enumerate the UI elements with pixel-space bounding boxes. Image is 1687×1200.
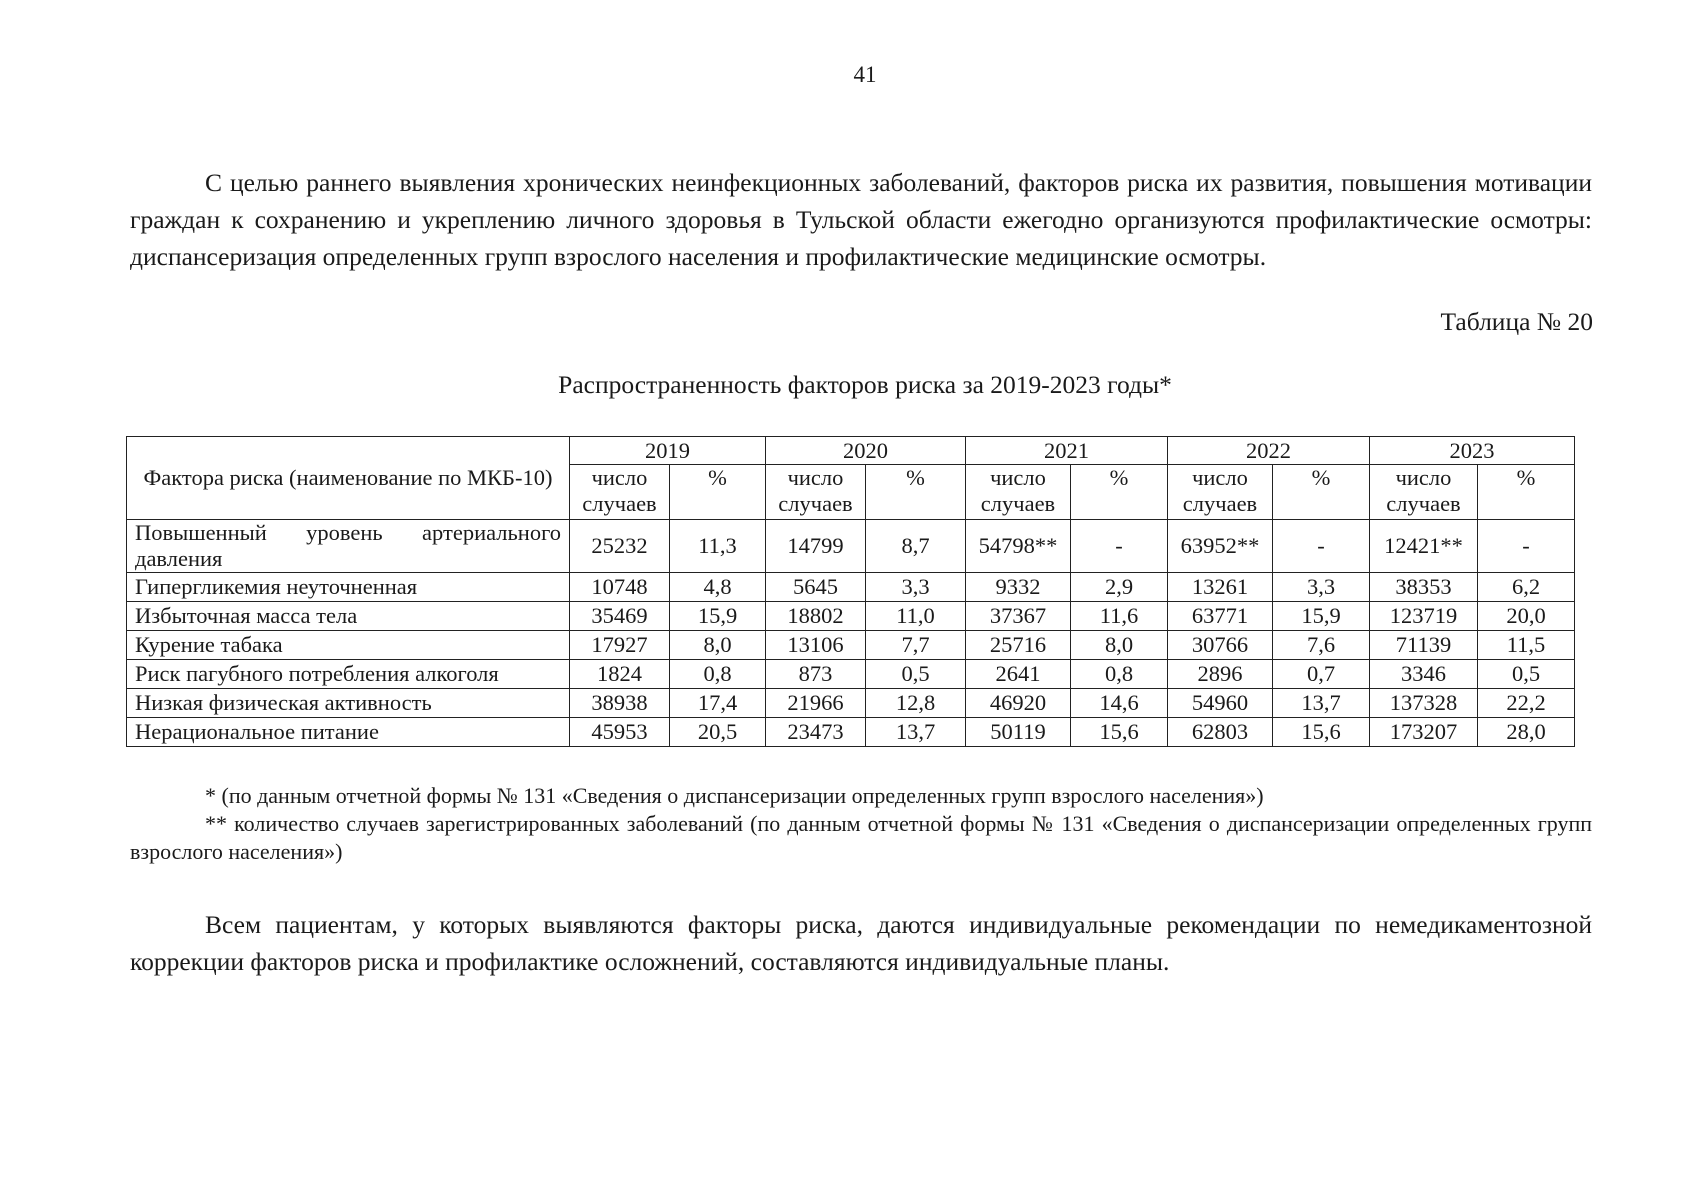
percent-cell: 2,9 xyxy=(1071,573,1168,602)
table-row xyxy=(127,520,1575,573)
risk-factor-name: Низкая физическая активность xyxy=(127,689,570,718)
table-row xyxy=(127,689,1575,718)
table-row xyxy=(127,631,1575,660)
percent-cell: 6,2 xyxy=(1478,573,1575,602)
table-row xyxy=(127,573,1575,602)
percent-cell: 0,7 xyxy=(1273,660,1370,689)
footnote-registered-cases: ** количество случаев зарегистрированных заболеваний (по данным отчетной формы № 131 «Сведения о диспансеризации определенных групп взрослого населения») xyxy=(130,811,1592,864)
percent-cell: 0,8 xyxy=(670,660,766,689)
case-count-cell: 10748 xyxy=(570,573,670,602)
closing-paragraph: Всем пациентам, у которых выявляются факторы риска, даются индивидуальные рекомендации по немедикаментозной коррекции факторов риска и профилактике осложнений, составляются индивидуальные планы. xyxy=(130,910,1592,976)
risk-factor-name: Гипергликемия неуточненная xyxy=(127,573,570,602)
case-count-cell: 21966 xyxy=(766,689,866,718)
case-count-cell: 12421** xyxy=(1370,520,1478,573)
percent-cell: 0,5 xyxy=(866,660,966,689)
percent-cell: 11,6 xyxy=(1071,602,1168,631)
percent-subheader: % xyxy=(866,465,966,520)
count-subheader: число случаев xyxy=(1168,465,1273,520)
case-count-cell: 13106 xyxy=(766,631,866,660)
risk-factor-name: Курение табака xyxy=(127,631,570,660)
percent-subheader: % xyxy=(1273,465,1370,520)
percent-cell: 15,6 xyxy=(1273,718,1370,747)
year-header: 2022 xyxy=(1168,437,1370,465)
risk-factor-name: Повышенный уровень артериального давления xyxy=(127,520,570,573)
percent-cell: 15,6 xyxy=(1071,718,1168,747)
percent-cell: 3,3 xyxy=(1273,573,1370,602)
case-count-cell: 1824 xyxy=(570,660,670,689)
percent-cell: 11,5 xyxy=(1478,631,1575,660)
case-count-cell: 17927 xyxy=(570,631,670,660)
percent-cell: - xyxy=(1273,520,1370,573)
count-subheader: число случаев xyxy=(966,465,1071,520)
percent-cell: 8,0 xyxy=(670,631,766,660)
percent-cell: 7,6 xyxy=(1273,631,1370,660)
percent-cell: 22,2 xyxy=(1478,689,1575,718)
page-number: 41 xyxy=(853,62,877,87)
percent-cell: - xyxy=(1478,520,1575,573)
count-subheader: число случаев xyxy=(1370,465,1478,520)
percent-cell: 17,4 xyxy=(670,689,766,718)
case-count-cell: 25232 xyxy=(570,520,670,573)
risk-factor-name: Избыточная масса тела xyxy=(127,602,570,631)
percent-cell: 20,5 xyxy=(670,718,766,747)
percent-cell: 13,7 xyxy=(866,718,966,747)
percent-subheader: % xyxy=(1478,465,1575,520)
percent-cell: 12,8 xyxy=(866,689,966,718)
case-count-cell: 30766 xyxy=(1168,631,1273,660)
percent-cell: 15,9 xyxy=(670,602,766,631)
year-header: 2020 xyxy=(766,437,966,465)
case-count-cell: 38353 xyxy=(1370,573,1478,602)
percent-cell: 14,6 xyxy=(1071,689,1168,718)
case-count-cell: 5645 xyxy=(766,573,866,602)
case-count-cell: 54960 xyxy=(1168,689,1273,718)
case-count-cell: 45953 xyxy=(570,718,670,747)
percent-cell: 0,8 xyxy=(1071,660,1168,689)
percent-cell: 4,8 xyxy=(670,573,766,602)
case-count-cell: 71139 xyxy=(1370,631,1478,660)
percent-cell: 20,0 xyxy=(1478,602,1575,631)
footnotes xyxy=(130,782,1592,866)
year-header: 2019 xyxy=(570,437,766,465)
intro-paragraph: С целью раннего выявления хронических неинфекционных заболеваний, факторов риска их развития, повышения мотивации граждан к сохранению и укреплению личного здоровья в Тульской области ежегодно организуются профилактические осмотры: диспансеризация определенных групп взрослого населения и профилактические медицинские осмотры. xyxy=(130,168,1592,271)
case-count-cell: 46920 xyxy=(966,689,1071,718)
year-header: 2021 xyxy=(966,437,1168,465)
case-count-cell: 50119 xyxy=(966,718,1071,747)
table-number: Таблица № 20 xyxy=(1440,307,1593,336)
percent-cell: 8,7 xyxy=(866,520,966,573)
case-count-cell: 2641 xyxy=(966,660,1071,689)
table-row xyxy=(127,602,1575,631)
percent-subheader: % xyxy=(670,465,766,520)
case-count-cell: 9332 xyxy=(966,573,1071,602)
percent-cell: 13,7 xyxy=(1273,689,1370,718)
footnote-source: * (по данным отчетной формы № 131 «Сведения о диспансеризации определенных групп взрослого населения») xyxy=(205,783,1264,808)
case-count-cell: 54798** xyxy=(966,520,1071,573)
case-count-cell: 38938 xyxy=(570,689,670,718)
percent-cell: 8,0 xyxy=(1071,631,1168,660)
percent-cell: - xyxy=(1071,520,1168,573)
case-count-cell: 173207 xyxy=(1370,718,1478,747)
case-count-cell: 63771 xyxy=(1168,602,1273,631)
percent-cell: 0,5 xyxy=(1478,660,1575,689)
percent-cell: 7,7 xyxy=(866,631,966,660)
case-count-cell: 13261 xyxy=(1168,573,1273,602)
case-count-cell: 3346 xyxy=(1370,660,1478,689)
factor-column-header: Фактора риска (наименование по МКБ-10) xyxy=(127,437,570,520)
case-count-cell: 62803 xyxy=(1168,718,1273,747)
case-count-cell: 63952** xyxy=(1168,520,1273,573)
risk-factors-table xyxy=(126,436,1575,747)
case-count-cell: 2896 xyxy=(1168,660,1273,689)
case-count-cell: 25716 xyxy=(966,631,1071,660)
table-row xyxy=(127,660,1575,689)
case-count-cell: 137328 xyxy=(1370,689,1478,718)
case-count-cell: 37367 xyxy=(966,602,1071,631)
case-count-cell: 14799 xyxy=(766,520,866,573)
case-count-cell: 35469 xyxy=(570,602,670,631)
percent-cell: 11,3 xyxy=(670,520,766,573)
table-title: Распространенность факторов риска за 2019-2023 годы* xyxy=(558,370,1172,399)
percent-cell: 11,0 xyxy=(866,602,966,631)
year-header: 2023 xyxy=(1370,437,1575,465)
percent-cell: 28,0 xyxy=(1478,718,1575,747)
table-row xyxy=(127,718,1575,747)
case-count-cell: 123719 xyxy=(1370,602,1478,631)
count-subheader: число случаев xyxy=(570,465,670,520)
case-count-cell: 18802 xyxy=(766,602,866,631)
risk-factor-name: Нерациональное питание xyxy=(127,718,570,747)
count-subheader: число случаев xyxy=(766,465,866,520)
risk-factor-name: Риск пагубного потребления алкоголя xyxy=(127,660,570,689)
percent-subheader: % xyxy=(1071,465,1168,520)
case-count-cell: 23473 xyxy=(766,718,866,747)
percent-cell: 3,3 xyxy=(866,573,966,602)
case-count-cell: 873 xyxy=(766,660,866,689)
percent-cell: 15,9 xyxy=(1273,602,1370,631)
